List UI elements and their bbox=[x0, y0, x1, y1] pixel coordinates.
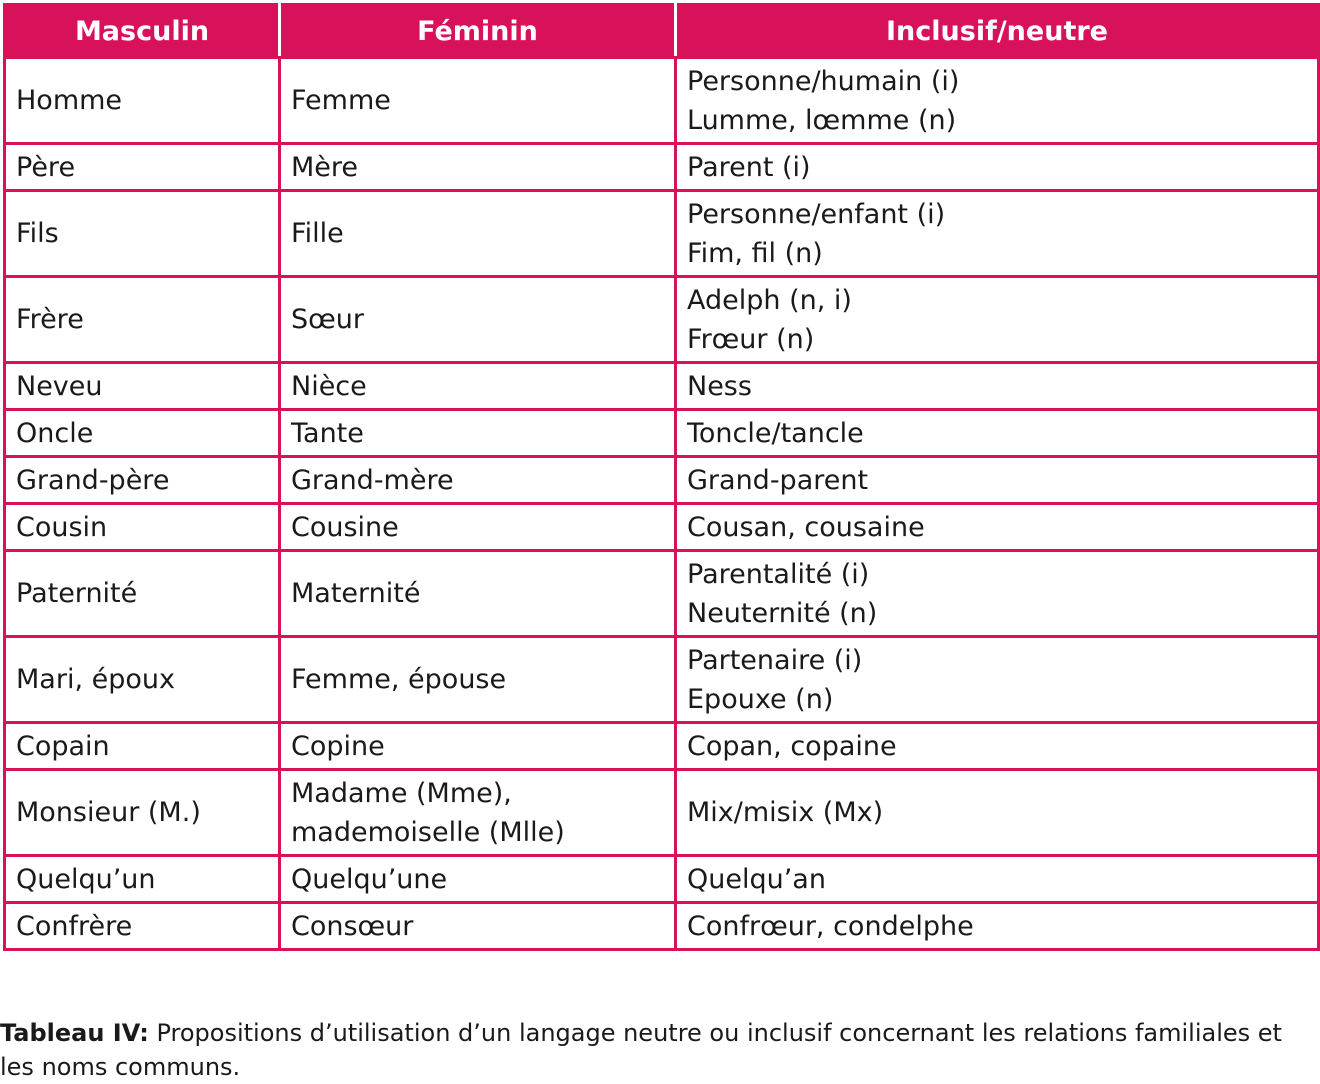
cell-feminin bbox=[280, 770, 676, 856]
cell-feminin bbox=[280, 457, 676, 504]
cell-feminin bbox=[280, 277, 676, 363]
cell-text: Cousine bbox=[291, 511, 399, 543]
table-row bbox=[5, 277, 1319, 363]
cell-text: Copain bbox=[16, 730, 110, 762]
cell-feminin bbox=[280, 58, 676, 144]
header-feminin: Féminin bbox=[280, 5, 676, 58]
cell-masculin bbox=[5, 770, 280, 856]
cell-feminin bbox=[280, 637, 676, 723]
cell-text: Quelqu’une bbox=[291, 863, 448, 895]
cell-inclusif bbox=[676, 504, 1319, 551]
cell-feminin bbox=[280, 551, 676, 637]
cell-text: Quelqu’un bbox=[16, 863, 156, 895]
cell-text: Femme, épouse bbox=[291, 664, 507, 695]
cell-inclusif bbox=[676, 551, 1319, 637]
cell-text: Homme bbox=[16, 85, 123, 116]
cell-text: Neuternité (n) bbox=[687, 597, 878, 629]
cell-text: Copine bbox=[291, 730, 385, 762]
cell-text: Père bbox=[16, 151, 76, 183]
table-caption bbox=[0, 1016, 1320, 1084]
cell-masculin bbox=[5, 723, 280, 770]
cell-text: Confrœur, condelphe bbox=[687, 910, 974, 942]
table-row bbox=[5, 410, 1319, 457]
cell-text: Confrère bbox=[16, 910, 133, 942]
cell-feminin bbox=[280, 903, 676, 950]
cell-masculin bbox=[5, 637, 280, 723]
cell-inclusif bbox=[676, 856, 1319, 903]
cell-text: Quelqu’an bbox=[687, 863, 826, 895]
header-masculin: Masculin bbox=[5, 5, 280, 58]
table-row bbox=[5, 637, 1319, 723]
cell-text: Fils bbox=[16, 218, 59, 249]
caption-text: Propositions d’utilisation d’un langage neutre ou inclusif concernant les relations familiales et les noms communs. bbox=[0, 1019, 1282, 1081]
table-row bbox=[5, 903, 1319, 950]
cell-inclusif bbox=[676, 410, 1319, 457]
cell-inclusif bbox=[676, 363, 1319, 410]
cell-feminin bbox=[280, 191, 676, 277]
cell-feminin bbox=[280, 723, 676, 770]
cell-text: Frère bbox=[16, 304, 84, 335]
cell-inclusif bbox=[676, 457, 1319, 504]
table-row bbox=[5, 457, 1319, 504]
cell-text: Oncle bbox=[16, 417, 94, 449]
cell-feminin bbox=[280, 144, 676, 191]
table-row bbox=[5, 58, 1319, 144]
cell-text: Grand-mère bbox=[291, 464, 454, 496]
table-row bbox=[5, 723, 1319, 770]
cell-text: Parent (i) bbox=[687, 151, 811, 183]
cell-text: Tante bbox=[291, 417, 364, 449]
cell-text: Femme bbox=[291, 85, 391, 116]
cell-text: Mix/misix (Mx) bbox=[687, 797, 884, 828]
cell-feminin bbox=[280, 410, 676, 457]
cell-text: Personne/enfant (i) bbox=[687, 198, 946, 230]
cell-text: Lumme, lœmme (n) bbox=[687, 104, 957, 136]
cell-inclusif bbox=[676, 637, 1319, 723]
cell-inclusif bbox=[676, 144, 1319, 191]
table-row bbox=[5, 770, 1319, 856]
cell-inclusif bbox=[676, 277, 1319, 363]
cell-text: Fille bbox=[291, 218, 344, 249]
cell-masculin bbox=[5, 903, 280, 950]
cell-text: Epouxe (n) bbox=[687, 683, 834, 715]
cell-text: Nièce bbox=[291, 370, 367, 402]
cell-masculin bbox=[5, 410, 280, 457]
table-row bbox=[5, 551, 1319, 637]
table-header-row bbox=[5, 5, 1319, 58]
cell-text: Grand-père bbox=[16, 464, 170, 496]
table-container bbox=[3, 3, 1317, 951]
cell-text: Madame (Mme), bbox=[291, 777, 512, 809]
cell-text: Mari, époux bbox=[16, 664, 175, 695]
cell-text: Copan, copaine bbox=[687, 730, 897, 762]
cell-text: Ness bbox=[687, 370, 752, 402]
cell-text: Personne/humain (i) bbox=[687, 65, 960, 97]
cell-feminin bbox=[280, 856, 676, 903]
cell-text: Consœur bbox=[291, 910, 414, 942]
header-inclusif-neutre: Inclusif/neutre bbox=[676, 5, 1319, 58]
cell-text: Grand-parent bbox=[687, 464, 869, 496]
cell-text: Frœur (n) bbox=[687, 323, 815, 355]
cell-text: Partenaire (i) bbox=[687, 644, 863, 676]
cell-text: Mère bbox=[291, 151, 359, 183]
cell-masculin bbox=[5, 856, 280, 903]
cell-text: Toncle/tancle bbox=[687, 417, 864, 449]
table-row bbox=[5, 856, 1319, 903]
table-row bbox=[5, 144, 1319, 191]
table-row bbox=[5, 504, 1319, 551]
cell-inclusif bbox=[676, 723, 1319, 770]
cell-text: Maternité bbox=[291, 578, 421, 609]
cell-inclusif bbox=[676, 903, 1319, 950]
cell-inclusif bbox=[676, 191, 1319, 277]
cell-masculin bbox=[5, 457, 280, 504]
cell-text: Monsieur (M.) bbox=[16, 797, 201, 828]
cell-text: Adelph (n, i) bbox=[687, 284, 852, 316]
cell-text: Cousan, cousaine bbox=[687, 511, 925, 543]
gender-terms-table bbox=[3, 3, 1320, 951]
cell-masculin bbox=[5, 58, 280, 144]
cell-masculin bbox=[5, 191, 280, 277]
cell-inclusif bbox=[676, 58, 1319, 144]
cell-text: Cousin bbox=[16, 511, 108, 543]
cell-inclusif bbox=[676, 770, 1319, 856]
caption-label: Tableau IV: bbox=[0, 1019, 149, 1047]
table-body bbox=[5, 58, 1319, 950]
cell-feminin bbox=[280, 504, 676, 551]
cell-text: Fim, fil (n) bbox=[687, 237, 823, 269]
cell-text: Sœur bbox=[291, 304, 364, 335]
cell-text: mademoiselle (Mlle) bbox=[291, 816, 565, 848]
cell-feminin bbox=[280, 363, 676, 410]
cell-masculin bbox=[5, 277, 280, 363]
table-row bbox=[5, 191, 1319, 277]
cell-masculin bbox=[5, 363, 280, 410]
cell-text: Paternité bbox=[16, 578, 138, 609]
table-row bbox=[5, 363, 1319, 410]
cell-masculin bbox=[5, 504, 280, 551]
cell-masculin bbox=[5, 551, 280, 637]
cell-text: Parentalité (i) bbox=[687, 558, 870, 590]
cell-text: Neveu bbox=[16, 370, 103, 402]
cell-masculin bbox=[5, 144, 280, 191]
